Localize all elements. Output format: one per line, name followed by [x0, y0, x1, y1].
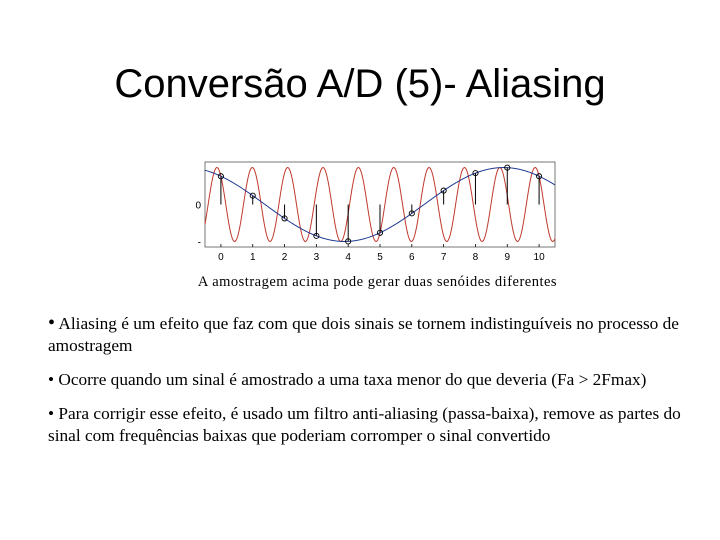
y-tick-label-0: 0 [195, 200, 201, 212]
x-tick-label-0: 0 [218, 252, 224, 263]
bullet-dot: • [48, 370, 55, 389]
x-tick-label-3: 3 [313, 252, 320, 263]
bullet-text: Para corrigir esse efeito, é usado um filtro anti-aliasing (passa-baixa), remove as partes do sinal com frequências baixas que poderiam corromper o sinal convertido [48, 404, 681, 445]
x-tick-label-4: 4 [345, 252, 351, 263]
x-tick-label-10: 10 [533, 252, 545, 263]
x-tick-label-9: 9 [504, 252, 511, 263]
chart-caption: A amostragem acima pode gerar duas senóides diferentes [197, 274, 558, 290]
bullet-dot: • [48, 312, 56, 334]
bullet-text: Aliasing é um efeito que faz com que dois sinais se tornem indistinguíveis no processo de amostragem [48, 314, 679, 355]
x-tick-label-2: 2 [281, 252, 288, 263]
aliasing-chart-svg [190, 160, 560, 268]
bullet-text: Ocorre quando um sinal é amostrado a uma taxa menor do que deveria (Fa > 2Fmax) [58, 370, 647, 389]
y-tick-label-1: - [197, 237, 201, 249]
x-tick-label-5: 5 [377, 252, 383, 263]
aliasing-chart [190, 160, 560, 268]
x-tick-label-8: 8 [472, 252, 479, 263]
x-tick-label-7: 7 [440, 252, 447, 263]
bullet-2 [48, 369, 688, 391]
x-tick-label-6: 6 [409, 252, 415, 263]
bullet-1 [48, 312, 688, 357]
bullet-list [48, 312, 688, 459]
bullet-dot: • [48, 404, 55, 423]
bullet-3 [48, 403, 688, 447]
x-tick-label-1: 1 [249, 252, 256, 263]
slide-title: Conversão A/D (5)- Aliasing [114, 62, 606, 106]
